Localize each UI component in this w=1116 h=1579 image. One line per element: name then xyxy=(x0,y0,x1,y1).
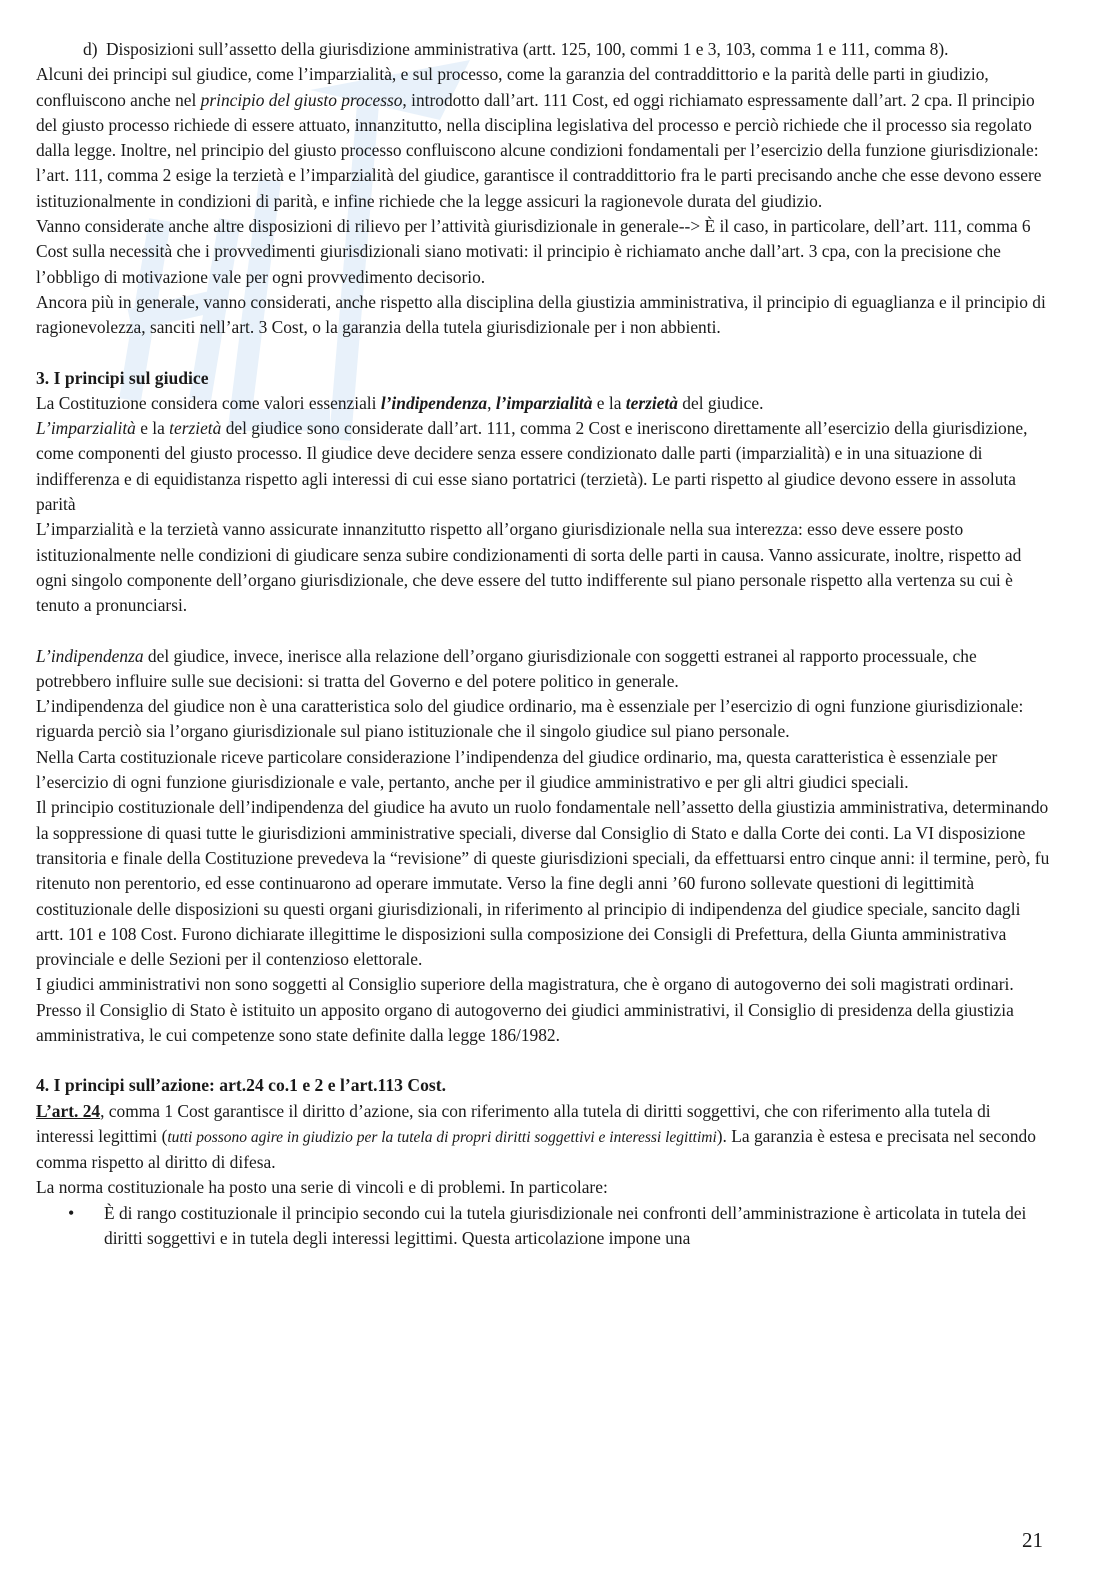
text-run: e la xyxy=(135,418,170,439)
list-marker: d) xyxy=(83,39,98,59)
paragraph-giusto-processo xyxy=(36,62,1052,214)
emphasis: L’imparzialità xyxy=(36,418,136,439)
section-4-heading: 4. I principi sull’azione: art.24 co.1 e 2 e l’art.113 Cost. xyxy=(36,1075,446,1096)
emphasis-quote: tutti possono agire in giudizio per la tutela di propri diritti soggettivi e interessi legittimi xyxy=(167,1128,717,1146)
term-indipendenza: l’indipendenza xyxy=(380,392,488,413)
paragraph-eguaglianza: Ancora più in generale, vanno considerati, anche rispetto alla disciplina della giustizia amministrativa, il principio di eguaglianza e il principio di ragionevolezza, sanciti nell’art. 3 Cost, o la garanzia della tutela giurisdizionale per i non abbienti. xyxy=(36,291,1046,338)
list-item-text: Disposizioni sull’assetto della giurisdizione amministrativa (artt. 125, 100, commi 1 e 3, 103, comma 1 e 111, comma 8). xyxy=(106,39,949,59)
section-4-paragraph-2: La norma costituzionale ha posto una serie di vincoli e di problemi. In particolare: xyxy=(36,1177,608,1198)
text-run: e la xyxy=(592,392,626,413)
bullet-text: È di rango costituzionale il principio secondo cui la tutela giurisdizionale nei confronti dell’amministrazione è articolata in tutela dei diritti soggettivi e in tutela degli interessi legittimi. Questa articolazione impone una xyxy=(104,1202,1027,1249)
section-3-paragraph-4: L’indipendenza del giudice non è una caratteristica solo del giudice ordinario, ma è essenziale per l’esercizio di ogni funzione giurisdizionale: riguarda perciò sia l’organo giurisdizionale sul piano istituzionale che il singolo giudice sul piano personale. xyxy=(36,696,1024,742)
section-3-paragraph-5: Nella Carta costituzionale riceve particolare considerazione l’indipendenza del giudice ordinario, ma, questa caratteristica è essenziale per l’esercizio di ogni funzione giurisdizionale e vale, pertanto, anche per il giudice amministrativo e per gli altri giudici speciali. xyxy=(36,746,998,793)
text-run: , comma 1 Cost garantisce il diritto d’azione, sia con riferimento alla tutela di diritti soggettivi, che con riferimento alla tutela di interessi legittimi ( xyxy=(36,1100,991,1146)
text-run: del giudice, invece, inerisce alla relazione dell’organo giurisdizionale con soggetti estranei al rapporto processuale, che potrebbero influire sulle sue decisioni: si tratta del Governo e del potere politico in generale. xyxy=(36,645,977,691)
paragraph-altre-disposizioni: Vanno considerate anche altre disposizioni di rilievo per l’attività giurisdizionale in generale--> È il caso, in particolare, dell’art. 111, comma 6 Cost sulla necessità che i provvedimenti giurisdizionali siano motivati: il principio è richiamato anche dall’art. 3 cpa, con la precisione che l’obbligo di motivazione vale per ogni provvedimento decisorio. xyxy=(36,216,1031,287)
text-run: La Costituzione considera come valori essenziali xyxy=(36,392,381,413)
section-3-indipendenza xyxy=(36,644,1052,695)
text-run: del giudice. xyxy=(677,392,764,413)
text-run: Alcuni dei principi sul giudice, come l’imparzialità, e sul processo, come la garanzia del contraddittorio e la parità delle parti in giudizio, confluiscono anche nel xyxy=(36,64,989,110)
section-3-intro xyxy=(36,391,1052,416)
text-run: del giudice sono considerate dall’art. 111, comma 2 Cost e ineriscono direttamente all’esercizio della giurisdizione, come componenti del giusto processo. Il giudice deve decidere senza essere condizionato dalle parti (imparzialità) e in una situazione di indifferenza e di equidistanza rispetto agli interessi di cui esse siano portatrici (terzietà). Le parti rispetto al giudice devono essere in assoluta parità xyxy=(36,418,1028,515)
page-number: 21 xyxy=(1022,1528,1043,1552)
term-terzieta: terzietà xyxy=(625,392,678,413)
list-item-d xyxy=(36,37,1052,62)
art-24-lead: L’art. 24 xyxy=(36,1100,101,1121)
section-3-paragraph-6: Il principio costituzionale dell’indipendenza del giudice ha avuto un ruolo fondamentale nell’assetto della giustizia amministrativa, determinando la soppressione di quasi tutte le giurisdizioni amministrative speciali, diverse dal Consiglio di Stato e dalla Corte dei conti. La VI disposizione transitoria e finale della Costituzione prevedeva la “revisione” di queste giurisdizioni speciali, da effettuarsi entro cinque anni: il termine, però, fu ritenuto non perentorio, ed esse continuarono ad operare immutate. Verso la fine degli anni ’60 furono sollevate questioni di legittimità costituzionale delle disposizioni su questi organi giurisdizionali, in riferimento al principio di indipendenza del giudice speciale, sancito dagli artt. 101 e 108 Cost. Furono dichiarate illegittime le disposizioni sulla composizione dei Consigli di Prefettura, della Giunta amministrativa provinciale e delle Sezioni per il contenzioso elettorale. xyxy=(36,797,1050,970)
emphasis-principio: principio del giusto processo xyxy=(200,89,403,110)
section-3-paragraph-7: I giudici amministrativi non sono soggetti al Consiglio superiore della magistratura, che è organo di autogoverno dei soli magistrati ordinari. Presso il Consiglio di Stato è istituito un apposito organo di autogoverno dei giudici amministrativi, il Consiglio di presidenza della giustizia amministrativa, le cui competenze sono state definite dalla legge 186/1982. xyxy=(36,974,1014,1045)
section-3-paragraph-2: L’imparzialità e la terzietà vanno assicurate innanzitutto rispetto all’organo giurisdizionale nella sua interezza: esso deve essere posto istituzionalmente nelle condizioni di giudicare senza subire condizionamenti di sorta delle parti in causa. Vanno assicurate, inoltre, rispetto ad ogni singolo componente dell’organo giurisdizionale, che deve essere del tutto indifferente sul piano personale rispetto alla vertenza su cui è tenuto a pronunciarsi. xyxy=(36,519,1022,616)
bullet-item xyxy=(36,1201,1052,1252)
text-run: , xyxy=(487,392,496,413)
term-imparzialita: l’imparzialità xyxy=(495,392,593,413)
bullet-icon: • xyxy=(68,1202,75,1223)
section-3-heading: 3. I principi sul giudice xyxy=(36,367,209,388)
document-page xyxy=(36,37,1052,1251)
emphasis: L’indipendenza xyxy=(36,645,144,666)
text-run: ). La garanzia è estesa e precisata nel secondo comma rispetto al diritto di difesa. xyxy=(36,1125,1036,1173)
text-run: , introdotto dall’art. 111 Cost, ed oggi richiamato espressamente dall’art. 2 cpa. Il principio del giusto processo richiede di essere attuato, innanzitutto, nella disciplina legislativa del processo e perciò richiede che il processo sia regolato dalla legge. Inoltre, nel principio del giusto processo confluiscono alcune condizioni fondamentali per l’esercizio della funzione giurisdizionale: l’art. 111, comma 2 esige la terzietà e l’imparzialità del giudice, garantisce il contraddittorio fra le parti precisando anche che esse devono essere istituzionalmente in condizioni di parità, e infine richiede che la legge assicuri la ragionevole durata del giudizio. xyxy=(36,89,1042,211)
section-4-art24 xyxy=(36,1099,1052,1176)
section-3-imparzialita xyxy=(36,416,1052,517)
emphasis: terzietà xyxy=(169,418,222,439)
